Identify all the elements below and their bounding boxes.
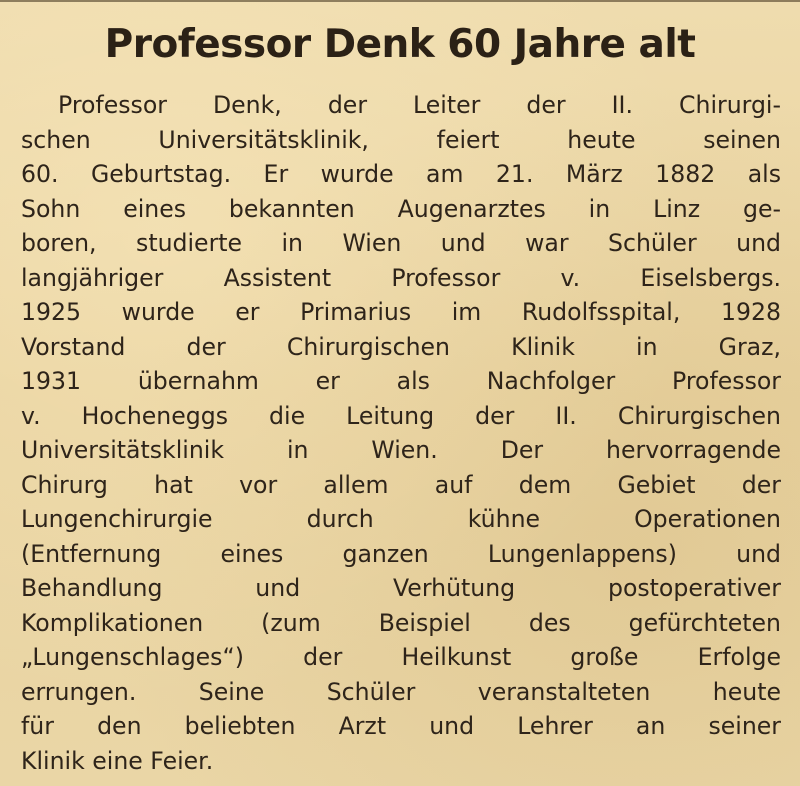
article-line: errungen. Seine Schüler veranstalteten heute: [21, 677, 781, 706]
article-line: boren, studierte in Wien und war Schüler und: [21, 229, 781, 257]
article-line: v. Hocheneggs die Leitung der II. Chirurgischen: [21, 401, 781, 430]
article-line: Lungenchirurgie durch kühne Operationen: [21, 505, 781, 533]
article-line: Sohn eines bekannten Augenarztes in Linz ge-: [21, 194, 781, 223]
article-body: [21, 88, 781, 778]
article-line: Komplikationen (zum Beispiel des gefürchteten: [21, 608, 781, 637]
article-line: Vorstand der Chirurgischen Klinik in Graz,: [21, 332, 781, 361]
article-line: 60. Geburtstag. Er wurde am 21. März 1882 als: [21, 160, 781, 188]
article-line: Universitätsklinik in Wien. Der hervorragende: [21, 436, 781, 464]
article-line: für den beliebten Arzt und Lehrer an seiner: [21, 712, 781, 740]
article-line: Chirurg hat vor allem auf dem Gebiet der: [21, 470, 781, 499]
article-line: Behandlung und Verhütung postoperativer: [21, 574, 781, 602]
article-line: langjähriger Assistent Professor v. Eiselsbergs.: [21, 263, 781, 292]
top-rule: [0, 0, 800, 2]
article-line: (Entfernung eines ganzen Lungenlappens) und: [21, 539, 781, 568]
article-headline: Professor Denk 60 Jahre alt: [104, 22, 696, 67]
article-line: 1931 übernahm er als Nachfolger Professor: [21, 367, 781, 395]
article-line: Klinik eine Feier.: [21, 746, 214, 775]
article-line: Professor Denk, der Leiter der II. Chirurgi-: [58, 91, 781, 119]
article-line: 1925 wurde er Primarius im Rudolfsspital, 1928: [21, 298, 781, 326]
article-line: „Lungenschlages“) der Heilkunst große Erfolge: [21, 643, 781, 671]
article-line: schen Universitätsklinik, feiert heute seinen: [21, 125, 781, 154]
